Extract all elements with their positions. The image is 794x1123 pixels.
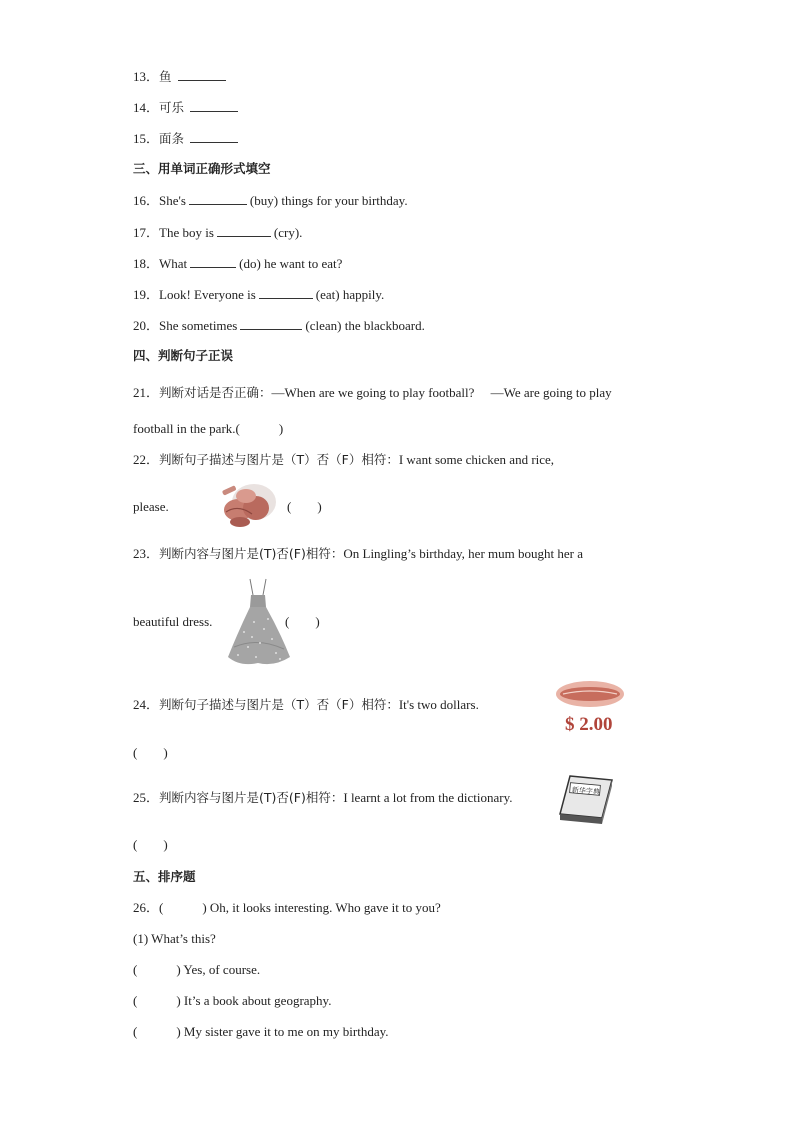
answer-bracket[interactable]: ( ) (287, 499, 322, 514)
answer-bracket[interactable]: ( ) (133, 837, 168, 852)
answer-blank[interactable] (178, 68, 226, 81)
order-item-26: 26．( ) Oh, it looks interesting. Who gave it to you? (133, 900, 441, 915)
vocab-item-14: 14．可乐 (133, 99, 241, 116)
section-heading-5: 五、排序题 (133, 869, 196, 884)
fill-item-16: 16．She's (buy) things for your birthday. (133, 193, 408, 208)
judge-item-24: 24．判断句子描述与图片是（T）否（F）相符：It's two dollars. (133, 697, 479, 712)
answer-bracket[interactable]: ( ) (285, 614, 320, 629)
judge-item-25: 25．判断内容与图片是(T)否(F)相符：I learnt a lot from the dictionary. (133, 790, 513, 805)
section-heading-3: 三、用单词正确形式填空 (133, 161, 271, 176)
section-heading-4: 四、判断句子正误 (133, 348, 234, 363)
answer-blank[interactable] (190, 255, 236, 268)
judge-item-23: 23．判断内容与图片是(T)否(F)相符：On Lingling’s birthday, her mum bought her a (133, 546, 583, 561)
answer-blank[interactable] (189, 192, 247, 205)
order-line-2[interactable]: ( ) Yes, of course. (133, 962, 261, 977)
order-line-1: (1) What’s this? (133, 931, 216, 946)
fill-item-17: 17．The boy is (cry). (133, 225, 303, 240)
judge-item-22-cont: please. (133, 499, 169, 514)
vocab-item-15: 15．面条 (133, 130, 241, 147)
judge-item-21: 21．判断对话是否正确：—When are we going to play football? —We are going to play (133, 385, 612, 400)
fill-item-18: 18．What (do) he want to eat? (133, 256, 343, 271)
order-line-3[interactable]: ( ) It’s a book about geography. (133, 993, 332, 1008)
book-label: 新华字典 (571, 785, 601, 797)
answer-blank[interactable] (240, 317, 302, 330)
judge-item-23-cont: beautiful dress. (133, 614, 213, 629)
dress-image (224, 577, 294, 667)
answer-bracket[interactable]: ( ) (133, 745, 168, 760)
hotdog-price-image (553, 678, 627, 738)
fill-item-19: 19．Look! Everyone is (eat) happily. (133, 287, 385, 302)
judge-item-22: 22．判断句子描述与图片是（T）否（F）相符：I want some chicken and rice, (133, 452, 555, 467)
order-line-4[interactable]: ( ) My sister gave it to me on my birthday. (133, 1024, 389, 1039)
answer-blank[interactable] (190, 130, 238, 143)
chicken-image (216, 480, 278, 530)
answer-blank[interactable] (217, 224, 271, 237)
dictionary-image (556, 774, 616, 826)
answer-blank[interactable] (259, 286, 313, 299)
judge-item-21-cont[interactable]: football in the park.( ) (133, 421, 284, 436)
price-label: $ 2.00 (565, 714, 613, 735)
answer-blank[interactable] (190, 99, 238, 112)
fill-item-20: 20．She sometimes (clean) the blackboard. (133, 318, 425, 333)
vocab-item-13: 13．鱼 (133, 68, 229, 85)
